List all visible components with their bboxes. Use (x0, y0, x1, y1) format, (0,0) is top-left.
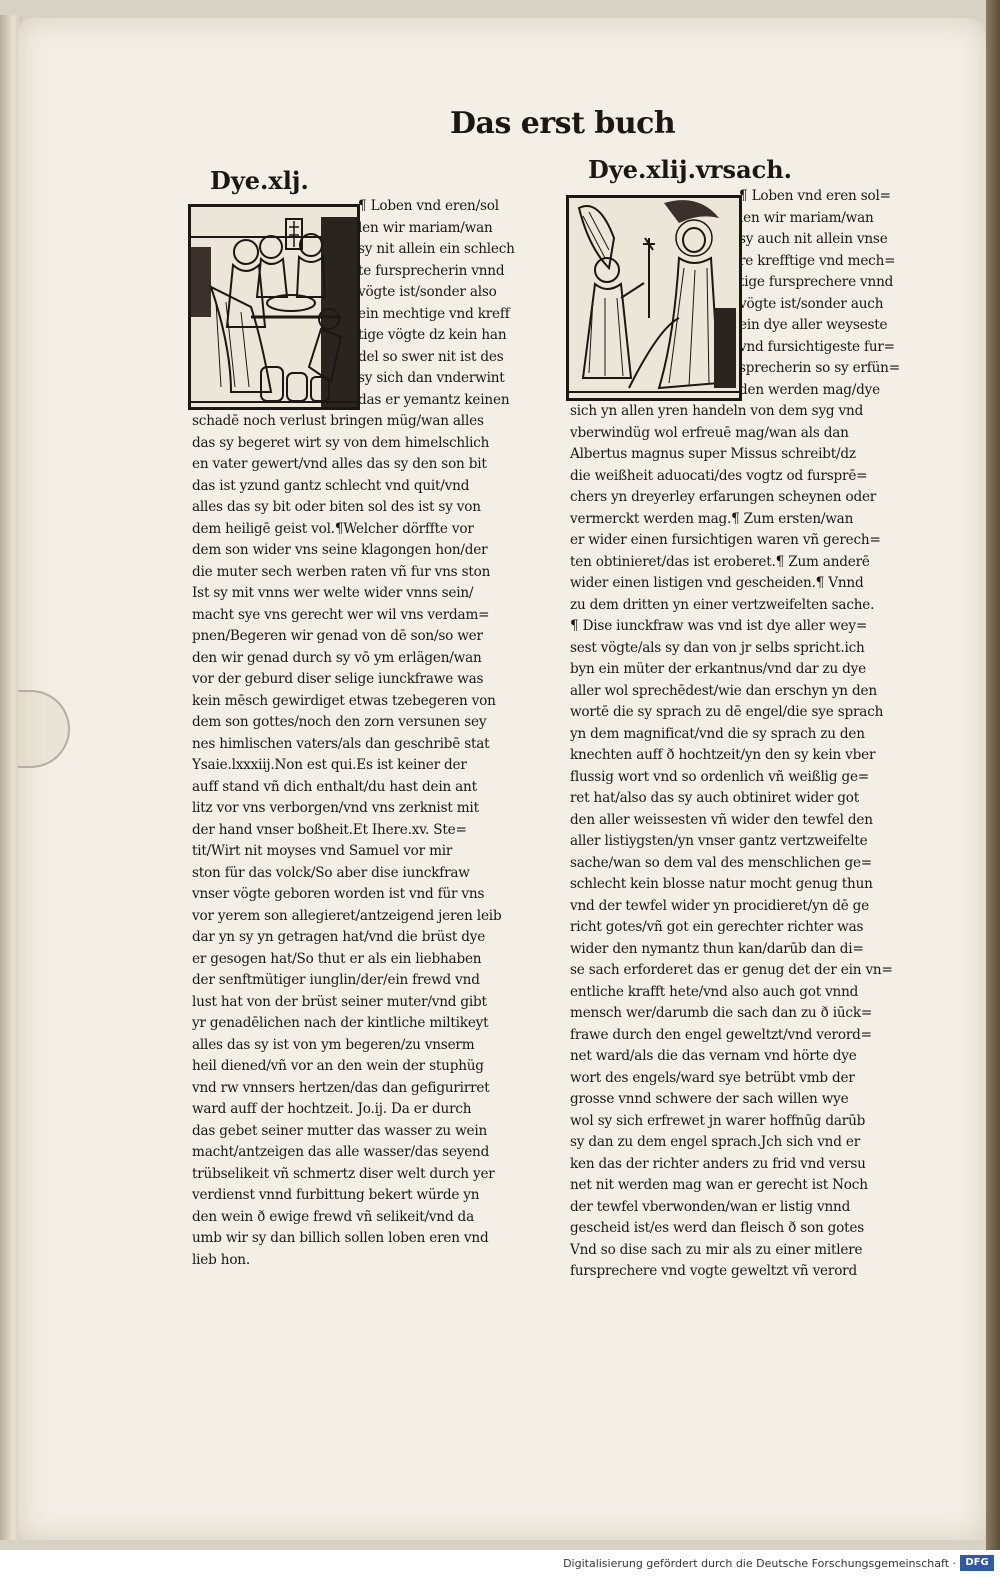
right-column-line: sy dan zu dem engel sprach.Jch sich vnd er (570, 1134, 860, 1150)
right-column-line: sy auch nit allein vnse (739, 231, 888, 247)
running-head: Das erst buch (450, 106, 676, 141)
left-column-line: te fursprecherin vnnd (358, 262, 505, 279)
right-column-line: Albertus magnus super Missus schreibt/dz (570, 446, 856, 462)
right-column-line: vnd fursichtigeste fur= (739, 338, 895, 355)
left-column-line: vnser vögte geboren worden ist vnd für vns (192, 886, 485, 902)
right-column-line: entliche krafft hete/vnd also auch got vnnd (570, 983, 859, 1000)
left-column-line: ward auff der hochtzeit. Jo.ij. Da er durch (192, 1101, 472, 1117)
left-column-line: ¶ Loben vnd eren/sol (358, 198, 499, 214)
right-column-line: schlecht kein blosse natur mocht genug thun (570, 876, 873, 892)
left-column-line: dar yn sy yn getragen hat/vnd die brüst dye (192, 929, 486, 945)
right-column-line: se sach erforderet das er genug det der ein vn= (570, 962, 893, 978)
left-column-line: nes himlischen vaters/als dan geschribē stat (192, 735, 490, 752)
left-column-line: dem heiligē geist vol.¶Welcher dörffte vor (192, 520, 474, 537)
left-column-line: lust hat von der brüst seiner muter/vnd gibt (192, 993, 487, 1010)
right-column-line: sache/wan so dem val des menschlichen ge= (570, 854, 872, 871)
left-chapter-heading: Dye.xlj. (210, 166, 309, 195)
left-column-line: dem son gottes/noch den zorn versunen sey (192, 714, 487, 730)
left-column-line: ein mechtige vnd kreff (358, 305, 510, 322)
right-column-line: den werden mag/dye (739, 381, 880, 398)
right-column-line: den aller weissesten vñ wider den tewfel den (570, 811, 873, 828)
right-column-line: fursprechere vnd vogte geweltzt vñ verord (570, 1263, 857, 1279)
right-column-line: sich yn allen yren handeln von dem syg vnd (570, 403, 864, 419)
left-column-line: das gebet seiner mutter das wasser zu wein (192, 1122, 488, 1139)
left-column-line: Ist sy mit vnns wer welte wider vnns sein/ (192, 585, 474, 601)
left-column-line: vnd rw vnnsers hertzen/das dan gefigurirret (192, 1079, 490, 1096)
left-column-line: alles das sy bit oder biten sol des ist sy von (192, 499, 481, 515)
right-column-line: byn ein müter der erkantnus/vnd dar zu dye (570, 661, 866, 677)
left-column-line: ston für das volck/So aber dise iunckfraw (192, 864, 470, 881)
right-column-line: mensch wer/darumb die sach dan zu ð iūck= (570, 1005, 873, 1021)
right-column-line: wortē die sy sprach zu dē engel/die sye sprach (570, 704, 884, 720)
right-column-line: der tewfel vberwonden/wan er listig vnnd (570, 1198, 851, 1215)
right-column-line: aller wol sprechēdest/wie dan erschyn yn den (570, 682, 877, 699)
right-column-line: gescheid ist/es werd dan fleisch ð son gotes (570, 1220, 865, 1236)
bookmark-tab-shadow (18, 690, 70, 768)
woodcut-illustration-annunciation (566, 195, 742, 401)
right-column-line: sprecherin so sy erfün= (739, 360, 900, 376)
left-column-line: das sy begeret wirt sy von dem himelschlich (192, 434, 490, 451)
footer-bar (0, 1550, 1000, 1578)
left-column-line: heil diened/vñ vor an den wein der stuphüg (192, 1058, 484, 1074)
left-column-line: vögte ist/sonder also (358, 284, 497, 300)
right-column-line: ein dye aller weyseste (739, 317, 888, 333)
right-column-line: chers yn dreyerley erfarungen scheynen oder (570, 489, 877, 505)
right-column-line: wider einen listigen vnd gescheiden.¶ Vnnd (570, 575, 864, 591)
left-column-line: schadē noch verlust bringen müg/wan alles (192, 413, 484, 429)
right-column-line: ten obtinieret/das ist eroberet.¶ Zum anderē (570, 553, 870, 570)
right-column-line: yn dem magnificat/vnd die sy sprach zu den (570, 725, 865, 742)
right-column-line: Vnd so dise sach zu mir als zu einer mitlere (570, 1241, 863, 1258)
right-column-line: wort des engels/ward sye betrübt vmb der (570, 1069, 855, 1086)
left-column-line: kein mēsch gewirdiget etwas tzebegeren von (192, 692, 496, 709)
right-column-line: ret hat/also das sy auch obtiniret wider got (570, 790, 860, 806)
left-column-line: yr genadēlichen nach der kintliche miltikeyt (192, 1015, 489, 1031)
left-column-line: len wir mariam/wan (358, 219, 493, 236)
right-column-line: ¶ Dise iunckfraw was vnd ist dye aller wey= (570, 618, 868, 634)
right-column-line: er wider einen fursichtigen waren vñ gerech= (570, 532, 881, 548)
left-column-line: lieb hon. (192, 1251, 250, 1268)
left-column-line: der hand vnser boßheit.Et Ihere.xv. Ste= (192, 821, 467, 838)
right-column-line: sest vögte/als sy dan von jr selbs spricht.ich (570, 639, 865, 656)
left-column-line: den wir genad durch sy vō ym erlägen/wan (192, 649, 482, 666)
left-column-line: die muter sech werben raten vñ fur vns ston (192, 563, 491, 580)
left-column-line: das er yemantz keinen (358, 391, 510, 408)
left-column-line: Ysaie.lxxxiij.Non est qui.Es ist keiner der (192, 757, 467, 773)
right-column-line: die weißheit aduocati/des vogtz od fursprē= (570, 467, 868, 484)
right-column-line: aller listiygsten/yn vnser gantz vertzweifelte (570, 833, 868, 849)
left-column-line: er gesogen hat/So thut er als ein liebhaben (192, 950, 482, 967)
dfg-logo: DFG (960, 1555, 994, 1571)
left-column-line: pnen/Begeren wir genad von dē son/so wer (192, 628, 483, 644)
left-column-line: tit/Wirt nit moyses vnd Samuel vor mir (192, 843, 453, 859)
left-column-line: sy sich dan vnderwint (358, 370, 505, 386)
right-column-line: frawe durch den engel geweltzt/vnd verord= (570, 1026, 872, 1043)
right-column-line: zu dem dritten yn einer vertzweifelten sache. (570, 596, 875, 613)
left-column-line: verdienst vnnd furbittung bekert würde yn (192, 1187, 480, 1203)
right-column-line: ken das der richter anders zu frid vnd versu (570, 1155, 866, 1172)
right-column-line: knechten auff ð hochtzeit/yn den sy kein vber (570, 747, 876, 763)
left-column-line: del so swer nit ist des (358, 348, 504, 365)
book-cover-edge (986, 0, 1000, 1550)
woodcut-illustration-wedding-feast (188, 204, 360, 410)
right-column-line: tige fursprechere vnnd (739, 274, 894, 290)
right-column-line: vermerckt werden mag.¶ Zum ersten/wan (570, 510, 854, 527)
left-column-line: litz vor vns verborgen/vnd vns zerknist mit (192, 800, 479, 816)
left-column-line: tige vögte dz kein han (358, 327, 507, 343)
footer-credit: Digitalisierung gefördert durch die Deutsche Forschungsgemeinschaft · (563, 1557, 956, 1570)
right-chapter-heading: Dye.xlij.vrsach. (588, 155, 793, 184)
right-column-line: vnd der tewfel wider yn procidieret/yn dē ge (570, 897, 870, 914)
right-column-line: len wir mariam/wan (739, 209, 874, 226)
left-column-line: en vater gewert/vnd alles das sy den son bit (192, 456, 487, 472)
right-column-line: flussig wort vnd so ordenlich vñ weißlig ge= (570, 768, 869, 785)
left-column-line: umb wir sy dan billich sollen loben eren vnd (192, 1230, 489, 1246)
right-column-line: net ward/als die das vernam vnd hörte dye (570, 1048, 857, 1064)
left-column-line: vor der geburd diser selige iunckfrawe was (192, 671, 484, 687)
left-column-line: trübselikeit vñ schmertz diser welt durch yer (192, 1165, 495, 1182)
left-column-line: sy nit allein ein schlech (358, 241, 515, 257)
left-column-line: macht sye vns gerecht wer wil vns verdam= (192, 606, 490, 623)
right-column-line: grosse vnnd schwere der sach willen wye (570, 1091, 849, 1107)
right-column-line: ¶ Loben vnd eren sol= (739, 188, 891, 204)
right-column-line: wider den nymantz thun kan/darūb dan di= (570, 940, 864, 957)
left-column-line: der senftmütiger iunglin/der/ein frewd vnd (192, 972, 480, 988)
left-column-line: das ist yzund gantz schlecht vnd quit/vnd (192, 477, 470, 494)
right-column-line: wol sy sich erfrewet jn warer hoffnūg darūb (570, 1112, 866, 1129)
left-column-line: dem son wider vns seine klagongen hon/der (192, 542, 488, 558)
left-column-line: vor yerem son allegieret/antzeigend jeren leib (192, 907, 502, 924)
right-column-line: richt gotes/vñ got ein gerechter richter was (570, 919, 864, 935)
left-column-line: alles das sy ist von ym begeren/zu vnserm (192, 1036, 475, 1053)
left-column-line: den wein ð ewige frewd vñ selikeit/vnd da (192, 1208, 474, 1225)
left-column-line: macht/antzeigen das alle wasser/das seyend (192, 1144, 490, 1160)
left-column-line: auff stand vñ dich enthalt/du hast dein ant (192, 778, 477, 795)
right-column-line: net nit werden mag wan er gerecht ist Noch (570, 1177, 868, 1193)
right-column-line: re krefftige vnd mech= (739, 252, 896, 269)
right-column-line: vögte ist/sonder auch (739, 295, 884, 312)
right-column-line: vberwindüg wol erfreuē mag/wan als dan (570, 424, 849, 441)
